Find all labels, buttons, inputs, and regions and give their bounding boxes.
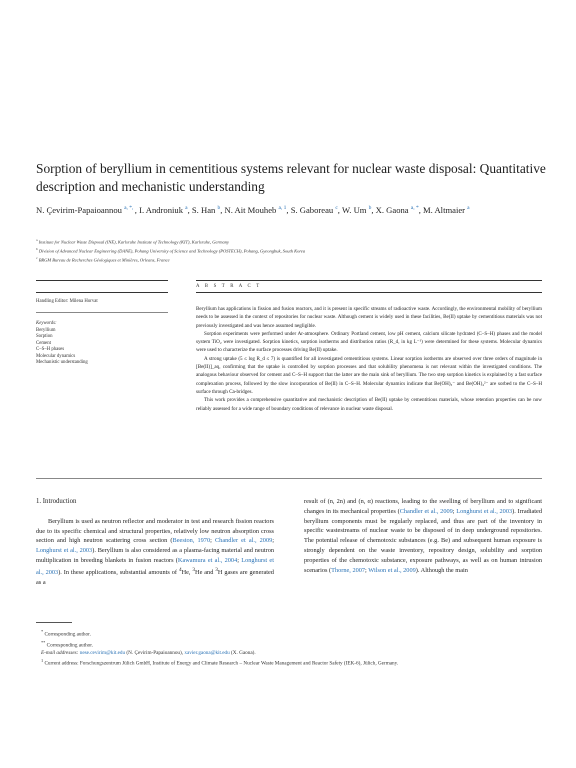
keywords-list xyxy=(36,328,166,367)
author-name[interactable]: N. Çevirim-Papaioannou xyxy=(36,204,125,215)
author-list: N. Çevirim-Papaioannou $^{a, *,}$ , I. Androniuk $^a$, S. Han $^b$, N. Ait Mouheb $^{a, 1}$, S. Gaboreau $^c$, W. Um $^b$, X. Gaona $^{a, *}$, M. Altmaier $^a$ xyxy=(36,204,470,215)
citation-link[interactable]: Thorne, 2007 xyxy=(331,566,366,574)
abstract-paragraph: This work provides a comprehensive quantitative and mechanistic description of Be(II) uptake by cementitious materials, whose retention properties can be now reliably assessed for a wide range of boundary conditions of relevance in nuclear waste disposal. xyxy=(196,397,542,412)
abstract-head-rule xyxy=(196,292,542,293)
author-affiliation-mark[interactable]: a xyxy=(185,205,188,211)
citation-link[interactable]: Beeston, 1970 xyxy=(172,537,211,545)
footnote: E-mail addresses: nese.cevirim@kit.edu (N. Çevirim-Papaioannou), xavier.gaona@kit.edu (X. Gaona). xyxy=(41,650,256,657)
email-link[interactable]: nese.cevirim@kit.edu xyxy=(79,650,126,657)
keyword-item: Beryllium xyxy=(36,327,56,333)
author-affiliation-mark[interactable]: c xyxy=(335,205,338,211)
author-affiliation-mark[interactable]: a, * xyxy=(410,205,419,211)
affiliation-line: $^a$ Institute for Nuclear Waste Disposal (INE), Karlsruhe Institute of Technology (KIT), Karlsruhe, Germany xyxy=(36,238,229,245)
intro-paragraph-left: Beryllium is used as neutron reflector and moderator in test and research fission reactors due to its specific chemical and structural properties, relatively low neutron absorption cross section and high neutron scattering cross section (Beeston, 1970; Chandler et al., 2009; Longhurst et al., 2003). Beryllium is also considered as a plasma-facing material and neutron multiplication in breeding blankets in fusion reactors (Kawamura et al., 2004; Longhurst et al., 2003). In these applications, substantial amounts of $^4$He, $^3$He and $^3$H gases are generated as a xyxy=(36,517,274,586)
citation-link[interactable]: Wilson et al., 2009 xyxy=(368,566,416,574)
footnote: $^1$ Current address: Forschungszentrum Jülich GmbH, Institute of Energy and Climate Research – Nuclear Waste Management and Reactor Safety (IEK-6), Jülich, Germany. xyxy=(41,658,399,668)
paper-title: Sorption of beryllium in cementitious systems relevant for nuclear waste disposal: Quantitative description and mechanistic understanding xyxy=(36,161,546,194)
keywords-block xyxy=(36,321,166,367)
section-heading-introduction: 1. Introduction xyxy=(36,498,77,505)
keyword-item: Cement xyxy=(36,340,51,346)
affiliation-line: $^c$ BRGM Bureau de Recherches Géologiques et Minières, Orleans, France xyxy=(36,256,170,263)
citation-link[interactable]: Kawamura et al., 2004 xyxy=(177,556,238,564)
abstract-top-rule xyxy=(196,280,542,281)
keyword-item: C–S–H phases xyxy=(36,347,65,352)
author-name[interactable]: S. Han xyxy=(191,204,218,215)
author-name[interactable]: X. Gaona xyxy=(375,204,411,215)
affiliation-line: $^b$ Division of Advanced Nuclear Engineering (DANE), Pohang University of Science and Technology (POSTECH), Pohang, Gyeongbuk, South Korea xyxy=(36,247,306,254)
author-name[interactable]: W. Um xyxy=(341,204,369,215)
citation-link[interactable]: Longhurst et al., 2003 xyxy=(36,556,274,576)
citation-link[interactable]: Longhurst et al., 2003 xyxy=(36,547,93,555)
author-name[interactable]: N. Ait Mouheb xyxy=(224,204,279,215)
author-affiliation-mark[interactable]: a, 1 xyxy=(278,205,287,211)
author-name[interactable]: S. Gaboreau xyxy=(290,204,336,215)
body-right-column xyxy=(304,497,542,575)
footnotes xyxy=(36,628,542,668)
email-link[interactable]: xavier.gaona@kit.edu xyxy=(184,650,230,657)
author-name[interactable]: I. Androniuk xyxy=(139,204,186,215)
citation-link[interactable]: Chandler et al., 2009 xyxy=(399,507,453,515)
handling-editor: Handling Editor: Milena Horvat xyxy=(36,299,98,304)
footnote: * Corresponding author. xyxy=(41,629,91,638)
footnote: ** Corresponding author. xyxy=(41,639,94,649)
author-affiliation-mark[interactable]: a xyxy=(467,205,470,211)
keywords-heading: Keywords: xyxy=(36,321,57,326)
footnote-rule xyxy=(36,622,72,623)
citation-link[interactable]: Chandler et al., 2009 xyxy=(214,537,273,545)
author-affiliation-mark[interactable]: b xyxy=(217,205,221,211)
keyword-item: Sorption xyxy=(36,334,53,339)
article-info-head-rule xyxy=(36,292,168,293)
author-name[interactable]: M. Altmaier xyxy=(423,204,468,215)
abstract-body xyxy=(196,305,542,413)
abstract-paragraph: Beryllium has applications in fission and fusion reactors, and it is present in specific streams of radioactive waste. Accordingly, the environmental mobility of beryllium needs to be assessed in the context of repositories for nuclear waste. Although cement is widely used in these facilities, Be(II) uptake by cementitious materials was not previously investigated and was hence assumed negligible. xyxy=(196,306,542,329)
author-affiliation-mark[interactable]: b xyxy=(368,205,372,211)
author-affiliation-mark[interactable]: a, *, xyxy=(124,205,135,211)
citation-link[interactable]: Longhurst et al., 2003 xyxy=(456,507,513,515)
keyword-item: Mechanistic understanding xyxy=(36,360,88,365)
abstract-paragraph: A strong uptake (5 ≤ log R_d ≤ 7) is quantified for all investigated cementitious systems. Linear sorption isotherms are observed over three orders of magnitude in [Be(II)]_aq, confirming that the uptake is controlled by sorption processes and that solubility phenomena is not relevant within the investigated conditions. The analogous behaviour observed for cement and C–S–H support that the latter are the main sink of beryllium. The two step sorption kinetics is explained by a fast surface complexation process, followed by the slow incorporation of Be(II) in C–S–H. Molecular dynamics indicate that Be(OH)₃⁻ and Be(OH)₄²⁻ are sorbed to the C–S–H surface through Ca-bridges. xyxy=(196,355,542,395)
keyword-item: Molecular dynamics xyxy=(36,353,76,359)
article-info-top-rule xyxy=(36,280,168,281)
abstract-paragraph: Sorption experiments were performed under Ar-atmosphere. Ordinary Portland cement, low pH cement, calcium silicate hydrated (C–S–H) phases and the model system TiO₂ were investigated. Sorption kinetics, sorption isotherms and distribution ratios (R_d, in kg L⁻¹) were determined for these systems. Molecular dynamics were used to characterize the surface processes driving Be(II) uptake. xyxy=(196,330,542,354)
body-left-column xyxy=(36,497,274,587)
abstract-heading: A B S T R A C T xyxy=(196,284,262,289)
intro-paragraph-right: result of (n, 2n) and (n, α) reactions, leading to the swelling of beryllium and to significant changes in its mechanical properties (Chandler et al., 2009; Longhurst et al., 2003). Irradiated beryllium components must be regularly replaced, and thus are part of the inventory in specific wastestreams of nuclear waste to be disposed of in deep underground repositories. The potential release of chemotoxic substances (e.g. Be) and subsequent human exposure is strongly dependent on the waste inventory, repository design, solubility and sorption properties of the chemotoxic substance, exposure pathways, as well as on human intrusion scenarios (Thorne, 2007; Wilson et al., 2009). Although the main xyxy=(304,498,543,574)
affiliations xyxy=(36,237,546,264)
